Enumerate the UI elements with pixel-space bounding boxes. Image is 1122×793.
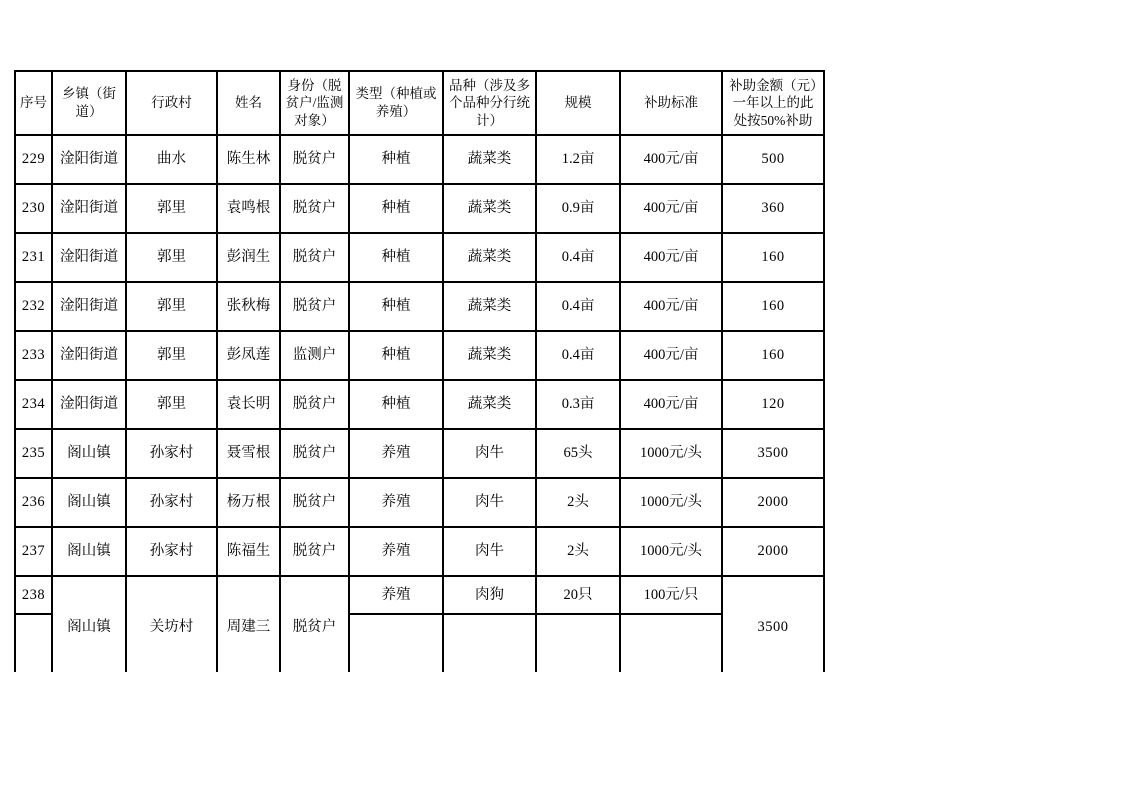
cell-no: 232 [15, 282, 52, 331]
cell-scale: 1.2亩 [536, 135, 620, 184]
table-row [15, 135, 824, 184]
empty-cell [15, 614, 52, 672]
subsidy-table-viewport [14, 70, 829, 672]
table-row [15, 282, 824, 331]
cell-identity: 脱贫户 [280, 282, 349, 331]
cell-identity: 脱贫户 [280, 527, 349, 576]
cell-type: 种植 [349, 184, 443, 233]
cell-type: 养殖 [349, 576, 443, 614]
cell-scale: 0.4亩 [536, 331, 620, 380]
cell-township: 淦阳街道 [52, 331, 126, 380]
cell-name: 周建三 [217, 576, 280, 672]
cell-amount: 2000 [722, 478, 824, 527]
cell-standard: 400元/亩 [620, 135, 722, 184]
cell-village: 孙家村 [126, 527, 217, 576]
cell-identity: 监测户 [280, 331, 349, 380]
cell-identity: 脱贫户 [280, 184, 349, 233]
cell-name: 杨万根 [217, 478, 280, 527]
col-header-identity: 身份（脱贫户/监测对象） [280, 71, 349, 135]
cell-scale: 0.3亩 [536, 380, 620, 429]
cell-type: 养殖 [349, 527, 443, 576]
cell-village: 郭里 [126, 282, 217, 331]
cell-variety: 肉牛 [443, 527, 536, 576]
cell-identity: 脱贫户 [280, 380, 349, 429]
cell-identity: 脱贫户 [280, 135, 349, 184]
cell-type: 养殖 [349, 429, 443, 478]
cell-amount: 360 [722, 184, 824, 233]
cell-standard: 100元/只 [620, 576, 722, 614]
cell-township: 阁山镇 [52, 429, 126, 478]
cell-variety: 蔬菜类 [443, 135, 536, 184]
cell-variety: 蔬菜类 [443, 380, 536, 429]
cell-identity: 脱贫户 [280, 429, 349, 478]
cell-village: 曲水 [126, 135, 217, 184]
cell-amount: 3500 [722, 429, 824, 478]
cell-no: 236 [15, 478, 52, 527]
table-header-row [15, 71, 824, 135]
cell-standard: 400元/亩 [620, 380, 722, 429]
cell-amount: 500 [722, 135, 824, 184]
cell-amount: 160 [722, 282, 824, 331]
cell-variety: 肉狗 [443, 576, 536, 614]
cell-township: 淦阳街道 [52, 380, 126, 429]
cell-scale: 0.4亩 [536, 282, 620, 331]
cell-standard: 400元/亩 [620, 184, 722, 233]
col-header-village: 行政村 [126, 71, 217, 135]
cell-village: 郭里 [126, 233, 217, 282]
table-row [15, 184, 824, 233]
cell-type: 种植 [349, 233, 443, 282]
cell-standard: 1000元/头 [620, 478, 722, 527]
cell-amount: 2000 [722, 527, 824, 576]
cell-village: 郭里 [126, 331, 217, 380]
cell-scale: 65头 [536, 429, 620, 478]
table-row [15, 429, 824, 478]
cell-type: 种植 [349, 331, 443, 380]
cell-no: 230 [15, 184, 52, 233]
cell-variety: 蔬菜类 [443, 282, 536, 331]
empty-cell [349, 614, 443, 672]
cell-standard: 1000元/头 [620, 527, 722, 576]
cell-identity: 脱贫户 [280, 233, 349, 282]
cell-scale: 2头 [536, 527, 620, 576]
cell-township: 淦阳街道 [52, 135, 126, 184]
cell-scale: 0.9亩 [536, 184, 620, 233]
cell-standard: 400元/亩 [620, 282, 722, 331]
col-header-no: 序号 [15, 71, 52, 135]
empty-cell [620, 614, 722, 672]
table-row [15, 478, 824, 527]
cell-village: 郭里 [126, 380, 217, 429]
cell-no: 234 [15, 380, 52, 429]
cell-no: 229 [15, 135, 52, 184]
col-header-scale: 规模 [536, 71, 620, 135]
empty-cell [536, 614, 620, 672]
table-row-partial [15, 576, 824, 614]
table-row [15, 380, 824, 429]
col-header-type: 类型（种植或养殖） [349, 71, 443, 135]
cell-village: 孙家村 [126, 478, 217, 527]
col-header-township: 乡镇（街道） [52, 71, 126, 135]
cell-standard: 1000元/头 [620, 429, 722, 478]
cell-no: 238 [15, 576, 52, 614]
cell-name: 袁长明 [217, 380, 280, 429]
cell-variety: 蔬菜类 [443, 184, 536, 233]
cell-type: 种植 [349, 135, 443, 184]
cell-amount: 160 [722, 331, 824, 380]
cell-type: 种植 [349, 380, 443, 429]
col-header-name: 姓名 [217, 71, 280, 135]
cell-name: 张秋梅 [217, 282, 280, 331]
table-row [15, 331, 824, 380]
cell-no: 231 [15, 233, 52, 282]
cell-township: 淦阳街道 [52, 282, 126, 331]
cell-township: 淦阳街道 [52, 184, 126, 233]
cell-name: 彭润生 [217, 233, 280, 282]
cell-scale: 0.4亩 [536, 233, 620, 282]
subsidy-table [14, 70, 825, 672]
cell-variety: 肉牛 [443, 478, 536, 527]
cell-amount: 160 [722, 233, 824, 282]
col-header-standard: 补助标准 [620, 71, 722, 135]
cell-variety: 蔬菜类 [443, 233, 536, 282]
cell-variety: 蔬菜类 [443, 331, 536, 380]
cell-name: 陈福生 [217, 527, 280, 576]
cell-name: 聂雪根 [217, 429, 280, 478]
cell-township: 阁山镇 [52, 478, 126, 527]
cell-township: 阁山镇 [52, 527, 126, 576]
cell-village: 郭里 [126, 184, 217, 233]
cell-scale: 20只 [536, 576, 620, 614]
cell-name: 彭凤莲 [217, 331, 280, 380]
cell-no: 233 [15, 331, 52, 380]
cell-name: 袁鸣根 [217, 184, 280, 233]
cell-village: 孙家村 [126, 429, 217, 478]
cell-identity: 脱贫户 [280, 576, 349, 672]
table-row [15, 527, 824, 576]
cell-amount: 3500 [722, 576, 824, 672]
cell-type: 养殖 [349, 478, 443, 527]
cell-amount: 120 [722, 380, 824, 429]
cell-standard: 400元/亩 [620, 233, 722, 282]
empty-cell [443, 614, 536, 672]
cell-no: 237 [15, 527, 52, 576]
cell-variety: 肉牛 [443, 429, 536, 478]
cell-no: 235 [15, 429, 52, 478]
cell-township: 阁山镇 [52, 576, 126, 672]
cell-identity: 脱贫户 [280, 478, 349, 527]
cell-type: 种植 [349, 282, 443, 331]
cell-scale: 2头 [536, 478, 620, 527]
cell-township: 淦阳街道 [52, 233, 126, 282]
cell-name: 陈生林 [217, 135, 280, 184]
cell-village: 关坊村 [126, 576, 217, 672]
col-header-amount: 补助金额（元）一年以上的此处按50%补助 [722, 71, 824, 135]
col-header-variety: 品种（涉及多个品种分行统计） [443, 71, 536, 135]
cell-standard: 400元/亩 [620, 331, 722, 380]
table-row [15, 233, 824, 282]
